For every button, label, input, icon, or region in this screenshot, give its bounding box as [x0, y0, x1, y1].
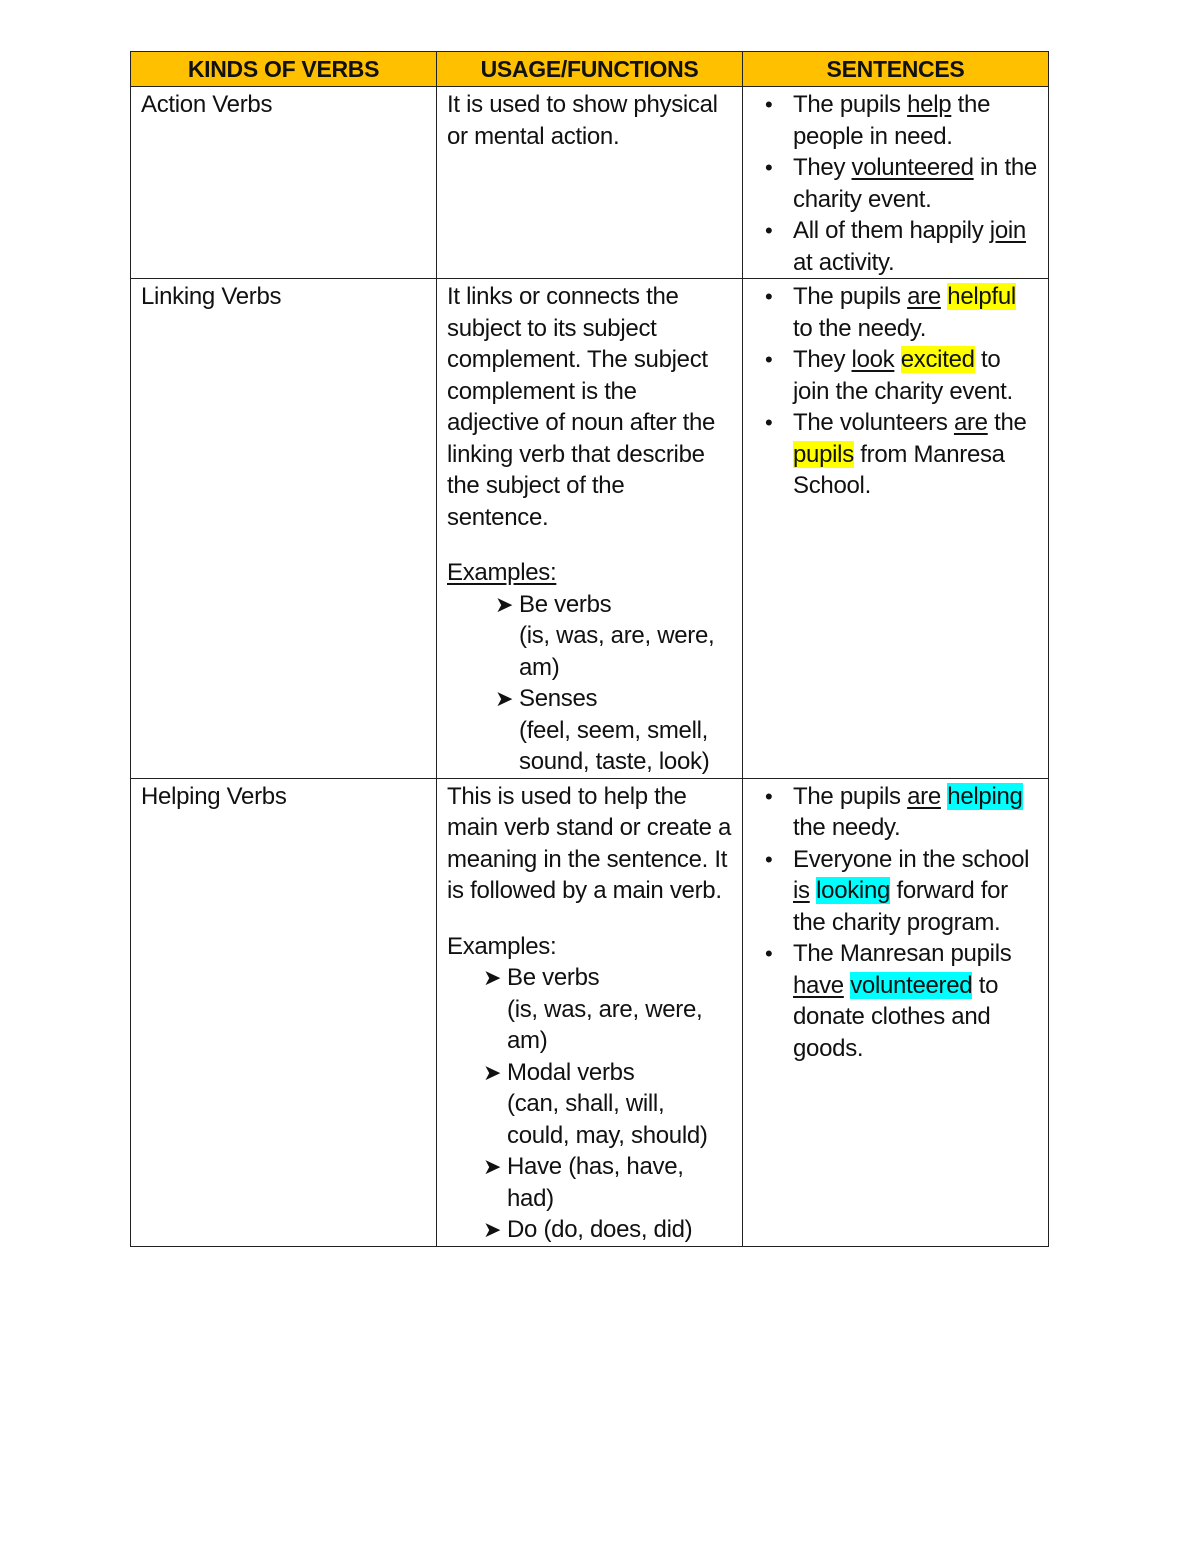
arrow-bullet-icon: ➤ [483, 1059, 502, 1085]
sentences-cell [743, 279, 1049, 779]
sentences-cell [743, 87, 1049, 279]
kind-cell [131, 87, 437, 279]
usage-cell [437, 279, 743, 779]
verb-underlined: help [907, 91, 952, 118]
highlighted-word: helpful [947, 283, 1016, 310]
examples-label: Examples: [447, 559, 557, 586]
sentence-item: • The pupils help the people in need. [753, 89, 1038, 152]
kind-label: Helping Verbs [141, 782, 287, 810]
verb-underlined: is [793, 877, 810, 904]
arrow-bullet-icon: ➤ [483, 1154, 502, 1179]
sentence-item: • They look excited to join the charity event. [753, 344, 1038, 407]
header-kinds: KINDS OF VERBS [131, 52, 437, 87]
table-row-action [131, 87, 1049, 279]
arrow-bullet-icon: ➤ [483, 1217, 502, 1242]
arrow-bullet-icon: ➤ [495, 686, 514, 711]
sentence-item: • The volunteers are the pupils from Manresa School. [753, 407, 1038, 502]
arrow-bullet-icon: ➤ [495, 591, 514, 617]
verb-underlined: are [907, 283, 941, 310]
example-item: ➤ Do (do, does, did) [447, 1214, 732, 1246]
table-row-helping [131, 778, 1049, 1246]
examples-list [447, 962, 732, 1246]
verb-underlined: join [989, 217, 1026, 244]
usage-text: It is used to show physical or mental action. [447, 91, 718, 150]
usage-cell [437, 778, 743, 1246]
sentence-item: • The Manresan pupils have volunteered to donate clothes and goods. [753, 938, 1038, 1064]
usage-cell [437, 87, 743, 279]
kind-label: Linking Verbs [141, 283, 282, 310]
kind-label: Action Verbs [141, 91, 273, 118]
sentence-item: • The pupils are helping the needy. [753, 781, 1038, 844]
highlighted-word: helping [947, 782, 1023, 810]
example-item: ➤ Have (has, have, had) [483, 1153, 684, 1212]
verb-underlined: have [793, 971, 844, 999]
sentence-item: • Everyone in the school is looking forward for the charity program. [753, 844, 1038, 939]
usage-text: It links or connects the subject to its subject complement. The subject complement is the adjective of noun after the linking verb that describe the subject of the sentence. [447, 283, 716, 531]
example-item: ➤ Be verbs (is, was, are, were, am) [483, 964, 703, 1054]
example-item: ➤ Modal verbs (can, shall, will, could, may, should) [483, 1058, 708, 1149]
table-row-linking [131, 279, 1049, 779]
verb-underlined: are [953, 409, 988, 436]
sentence-list [753, 281, 1038, 502]
examples-label: Examples: [447, 932, 557, 960]
usage-text: This is used to help the main verb stand or create a meaning in the sentence. It is followed by a main verb. [447, 782, 732, 904]
verb-underlined: volunteered [851, 154, 974, 181]
sentence-list [753, 781, 1038, 1065]
example-item: ➤ Be verbs (is, was, are, were, am) [495, 590, 715, 681]
sentence-item: • All of them happily join at activity. [753, 215, 1038, 278]
verbs-table [130, 51, 1049, 1247]
verb-underlined: are [907, 782, 941, 810]
sentences-cell [743, 778, 1049, 1246]
sentence-item: • They volunteered in the charity event. [753, 152, 1038, 215]
highlighted-word: excited [900, 346, 975, 373]
highlighted-word: volunteered [850, 971, 973, 999]
highlighted-word: looking [816, 877, 891, 904]
verb-underlined: look [851, 346, 895, 373]
kind-cell [131, 279, 437, 779]
examples-list [447, 589, 732, 778]
header-row [131, 52, 1049, 87]
example-item: ➤ Senses (feel, seem, smell, sound, taste, look) [495, 685, 710, 775]
header-usage: USAGE/FUNCTIONS [437, 52, 743, 87]
arrow-bullet-icon: ➤ [483, 965, 502, 990]
header-sentences: SENTENCES [743, 52, 1049, 87]
sentence-list [753, 89, 1038, 278]
sentence-item: • The pupils are helpful to the needy. [753, 281, 1038, 344]
kind-cell [131, 778, 437, 1246]
highlighted-word: pupils [793, 440, 854, 468]
